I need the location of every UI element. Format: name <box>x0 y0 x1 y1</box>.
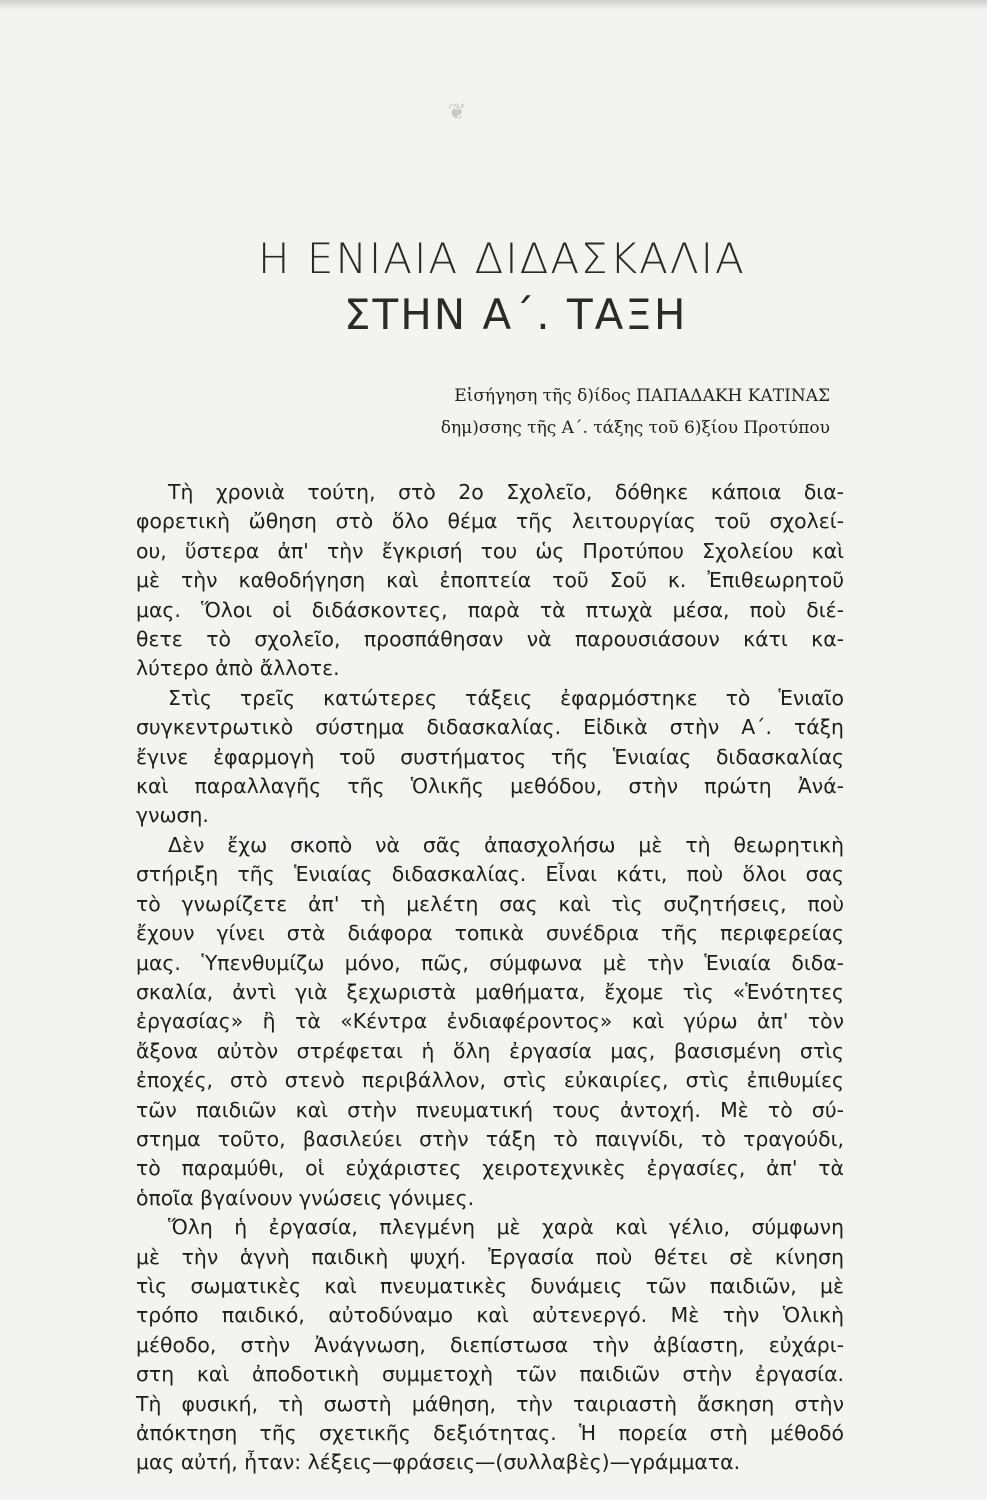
text-line: Τὴ χρονιὰ τούτη, στὸ 2ο Σχολεῖο, δόθηκε κάποια δια- <box>168 480 844 504</box>
text-line: μὲ τὴν ἁγνὴ παιδικὴ ψυχή. Ἐργασία ποὺ θέτει σὲ κίνηση <box>136 1244 844 1269</box>
text-line: τὸ γνωρίζετε ἀπ' τὴ μελέτη σας καὶ τὶς συζητήσεις, ποὺ <box>136 891 844 916</box>
text-line: Δὲν ἔχω σκοπὸ νὰ σᾶς ἀπασχολήσω μὲ τὴ θεωρητικὴ <box>168 832 844 857</box>
text-line: γνωση. <box>136 803 209 828</box>
text-line: στη καὶ ἀποδοτικὴ συμμετοχὴ τῶν παιδιῶν στὴν ἐργασία. <box>136 1362 844 1387</box>
text-line: ἐποχές, στὸ στενὸ περιβάλλον, στὶς εὐκαιρίες, στὶς ἐπιθυμίες <box>136 1068 844 1093</box>
text-line: μας. Ὅλοι οἱ διδάσκοντες, παρὰ τὰ πτωχὰ μέσα, ποὺ διέ- <box>136 597 844 622</box>
text-line: λύτερο ἀπὸ ἄλλοτε. <box>136 656 340 681</box>
text-line: Ὅλη ἡ ἐργασία, πλεγμένη μὲ χαρὰ καὶ γέλιο, σύμφωνη <box>168 1215 844 1240</box>
text-line: τὶς σωματικὲς καὶ πνευματικὲς δυνάμεις τῶν παιδιῶν, μὲ <box>136 1273 844 1298</box>
text-line: καὶ παραλλαγῆς τῆς Ὁλικῆς μεθόδου, στὴν πρώτη Ἀνά- <box>136 774 844 799</box>
text-line: ἔγινε ἐφαρμογὴ τοῦ συστήματος τῆς Ἑνιαίας διδασκαλίας <box>136 744 844 769</box>
text-line: ὁποῖα βγαίνουν γνώσεις γόνιμες. <box>136 1185 475 1210</box>
text-line: στημα τοῦτο, βασιλεύει στὴν τάξη τὸ παιγνίδι, τὸ τραγούδι, <box>136 1126 844 1151</box>
text-line: σκαλία, ἀντὶ γιὰ ξεχωριστὰ μαθήματα, ἔχομε τὶς «Ἑνότητες <box>136 979 844 1004</box>
text-line: μας. Ὑπενθυμίζω μόνο, πῶς, σύμφωνα μὲ τὴν Ἑνιαία διδα- <box>136 950 844 975</box>
text-line: Τὴ φυσική, τὴ σωστὴ μάθηση, τὴν ταιριαστὴ ἄσκηση στὴν <box>136 1391 844 1416</box>
text-line: μὲ τὴν καθοδήγηση καὶ ἐποπτεία τοῦ Σοῦ κ. Ἐπιθεωρητοῦ <box>136 568 844 593</box>
body-paragraph <box>136 831 844 1213</box>
text-line: ἀπόκτηση τῆς σχετικῆς δεξιότητας. Ἡ πορεία στὴ μέθοδό <box>136 1421 844 1445</box>
author-line-2: δημ)σσης τῆς Α΄. τάξης τοῦ 6)ξίου Προτύπου <box>440 418 830 438</box>
text-line: ου, ὕστερα ἀπ' τὴν ἔγκρισή του ὡς Προτύπου Σχολείου καὶ <box>136 538 844 563</box>
body-paragraph <box>136 684 844 831</box>
text-line: ἄξονα αὐτὸν στρέφεται ἡ ὅλη ἐργασία μας, βασισμένη στὶς <box>136 1038 844 1063</box>
body-paragraph <box>136 1213 844 1478</box>
text-line: τρόπο παιδικό, αὐτοδύναμο καὶ αὐτενεργό. Μὲ τὴν Ὁλικὴ <box>136 1303 844 1328</box>
article-body <box>136 478 844 1478</box>
page-top-edge <box>0 0 987 10</box>
article-title: Η ΕΝΙΑΙΑ ΔΙΔΑΣΚΑΛΙΑ <box>258 234 746 283</box>
text-line: μέθοδο, στὴν Ἀνάγνωση, διεπίστωσα τὴν ἀβίαστη, εὐχάρι- <box>136 1332 844 1357</box>
text-line: τὸ παραμύθι, οἱ εὐχάριστες χειροτεχνικὲς ἐργασίες, ἀπ' τὰ <box>136 1156 844 1181</box>
text-line: ἐργασίας» ἢ τὰ «Κέντρα ἐνδιαφέροντος» καὶ γύρω ἀπ' τὸν <box>136 1009 844 1034</box>
body-paragraph <box>136 478 844 684</box>
text-line: μας αὐτή, ἦταν: λέξεις—φράσεις—(συλλαβὲς)—γράμματα. <box>136 1450 741 1475</box>
article-subtitle: ΣΤΗΝ Α΄. ΤΑΞΗ <box>344 290 688 339</box>
text-line: τῶν παιδιῶν καὶ στὴν πνευματική τους ἀντοχή. Μὲ τὸ σύ- <box>136 1097 844 1122</box>
author-line-1: Εἰσήγηση τῆς δ)ίδος ΠΑΠΑΔΑΚΗ ΚΑΤΙΝΑΣ <box>454 386 830 406</box>
text-line: στήριξη τῆς Ἑνιαίας διδασκαλίας. Εἶναι κάτι, ποὺ ὅλοι σας <box>136 862 844 887</box>
text-line: θετε τὸ σχολεῖο, προσπάθησαν νὰ παρουσιάσουν κάτι κα- <box>136 627 844 652</box>
text-line: ἔχουν γίνει στὰ διάφορα τοπικὰ συνέδρια τῆς περιφερείας <box>136 921 844 946</box>
text-line: φορετικὴ ὤθηση στὸ ὅλο θέμα τῆς λειτουργίας τοῦ σχολεί- <box>136 509 844 534</box>
page-ornament: ❦ <box>447 100 469 125</box>
text-line: Στὶς τρεῖς κατώτερες τάξεις ἐφαρμόστηκε τὸ Ἑνιαῖο <box>168 685 844 710</box>
text-line: συγκεντρωτικὸ σύστημα διδασκαλίας. Εἰδικὰ στὴν Α΄. τάξη <box>136 715 844 740</box>
author-credit <box>420 380 830 444</box>
